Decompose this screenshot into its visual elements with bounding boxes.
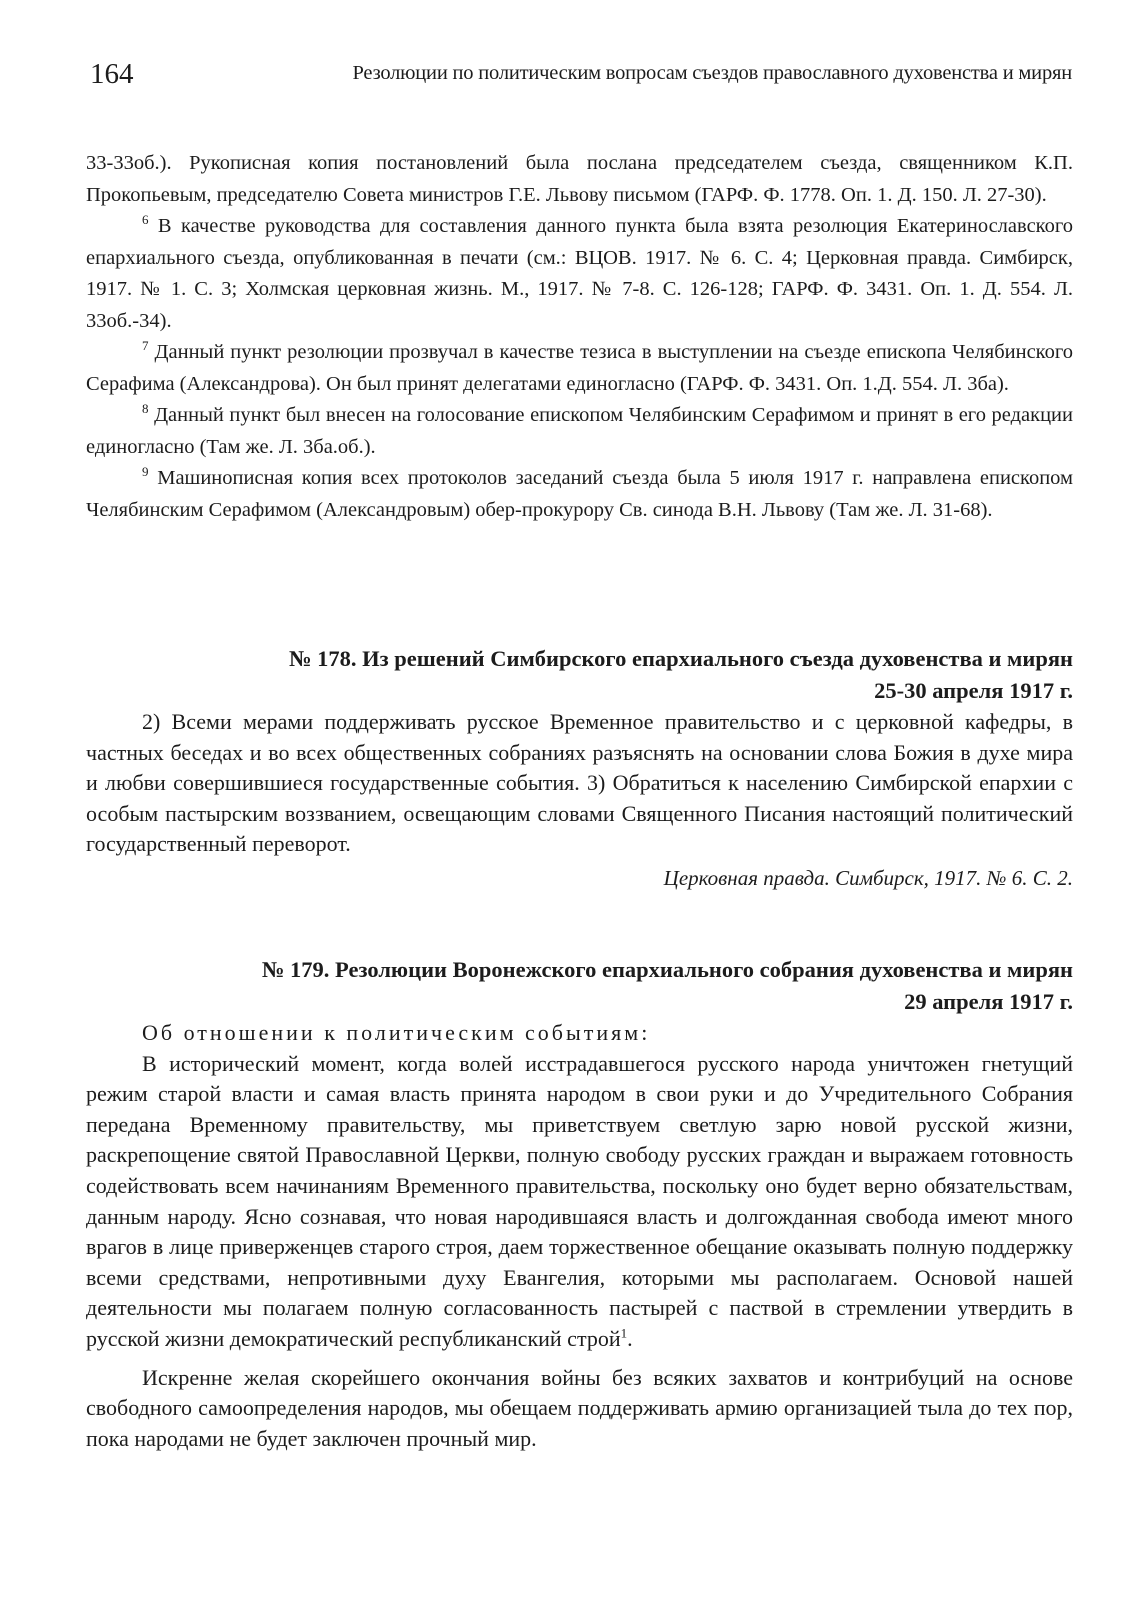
footnote-8 bbox=[86, 400, 1073, 463]
footnote-text: Данный пункт был внесен на голосование епископом Челябинским Серафимом и принят в его редакции единогласно (Там же. Л. 3ба.об.). bbox=[86, 404, 1073, 458]
footnote-continuation: 33-33об.). Рукописная копия постановлений была послана председателем съезда, священником К.П. Прокопьевым, председателю Совета министров Г.Е. Львову письмом (ГАРФ. Ф. 1778. Оп. 1. Д. 150. Л. 27-30). bbox=[86, 152, 1073, 206]
page-header bbox=[86, 58, 1072, 98]
section-subheading: Об отношении к политическим событиям: bbox=[142, 1020, 651, 1045]
footnote-text: Машинописная копия всех протоколов заседаний съезда была 5 июля 1917 г. направлена епископом Челябинским Серафимом (Александровым) обер-прокурору Св. синода В.Н. Львову (Там же. Л. 31-68). bbox=[86, 467, 1073, 521]
footnote-marker: 8 bbox=[142, 401, 149, 417]
page-number: 164 bbox=[90, 58, 134, 90]
footnote-marker: 6 bbox=[142, 212, 149, 228]
footnote-text: В качестве руководства для составления данного пункта была взята резолюция Екатеринославского епархиального съезда, опубликованная в печати (см.: ВЦОВ. 1917. № 6. С. 4; Церковная правда. Симбирск, 1917. № 1. С. 3; Холмская церковная жизнь. М., 1917. № 7-8. С. 126-128; ГАРФ. Ф. 3431. Оп. 1. Д. 554. Л. 33об.-34). bbox=[86, 215, 1073, 332]
footnote-7 bbox=[86, 337, 1073, 400]
paragraph-gap bbox=[86, 1355, 1073, 1363]
body-paragraph bbox=[86, 1049, 1073, 1355]
footnote-marker: 9 bbox=[142, 464, 149, 480]
footnote-text: Данный пункт резолюции прозвучал в качестве тезиса в выступлении на съезде епископа Челябинского Серафима (Александрова). Он был принят делегатами единогласно (ГАРФ. Ф. 3431. Оп. 1.Д. 554. Л. 3ба). bbox=[86, 341, 1073, 395]
document-date: 29 апреля 1917 г. bbox=[904, 989, 1073, 1014]
footnotes-section bbox=[86, 148, 1073, 526]
document-title: № 178. Из решений Симбирского епархиального съезда духовенства и мирян bbox=[288, 646, 1073, 671]
document-title: № 179. Резолюции Воронежского епархиального собрания духовенства и мирян bbox=[261, 957, 1073, 982]
document-body bbox=[86, 1049, 1073, 1455]
source-citation: Церковная правда. Симбирск, 1917. № 6. С. 2. bbox=[663, 865, 1073, 890]
running-title: Резолюции по политическим вопросам съездов православного духовенства и мирян bbox=[352, 62, 1072, 84]
footnote-reference: 1 bbox=[620, 1325, 628, 1341]
footnote-9 bbox=[86, 463, 1073, 526]
footnote-marker: 7 bbox=[142, 338, 149, 354]
document-179 bbox=[86, 954, 1073, 1454]
footnote-6 bbox=[86, 211, 1073, 337]
document-178 bbox=[86, 643, 1073, 891]
paragraph-text: В исторический момент, когда волей исстрадавшегося русского народа уничтожен гнетущий режим старой власти и самая власть принята народом в свои руки и до Учредительного Собрания передана Временному правительству, мы приветствуем светлую зарю новой русской жизни, раскрепощение святой Православной Церкви, полную свободу русских граждан и выражаем готовность содействовать всем начинаниям Временного правительства, поскольку оно будет верно обязательствам, данным народу. Ясно сознавая, что новая народившаяся власть и долгожданная свобода имеют много врагов в лице приверженцев старого строя, даем торжественное обещание оказывать полную поддержку всеми средствами, непротивными духу Евангелия, которыми мы располагаем. Основой нашей деятельности мы полагаем полную согласованность пастырей с паствой в стремлении утвердить в русской жизни демократический республиканский строй bbox=[86, 1050, 1073, 1351]
body-paragraph: Искренне желая скорейшего окончания войны без всяких захватов и контрибуций на основе свободного самоопределения народов, мы обещаем поддерживать армию организацией тыла до тех пор, пока народами не будет заключен прочный мир. bbox=[86, 1364, 1073, 1451]
document-date: 25-30 апреля 1917 г. bbox=[874, 678, 1073, 703]
paragraph-end: . bbox=[627, 1325, 633, 1351]
document-body bbox=[86, 707, 1073, 860]
body-paragraph: 2) Всеми мерами поддерживать русское Временное правительство и с церковной кафедры, в частных беседах и во всех общественных собраниях разъяснять на основании слова Божия в духе мира и любви совершившиеся государственные события. 3) Обратиться к населению Симбирской епархии с особым пастырским воззванием, освещающим словами Священного Писания настоящий политический государственный переворот. bbox=[86, 709, 1073, 857]
